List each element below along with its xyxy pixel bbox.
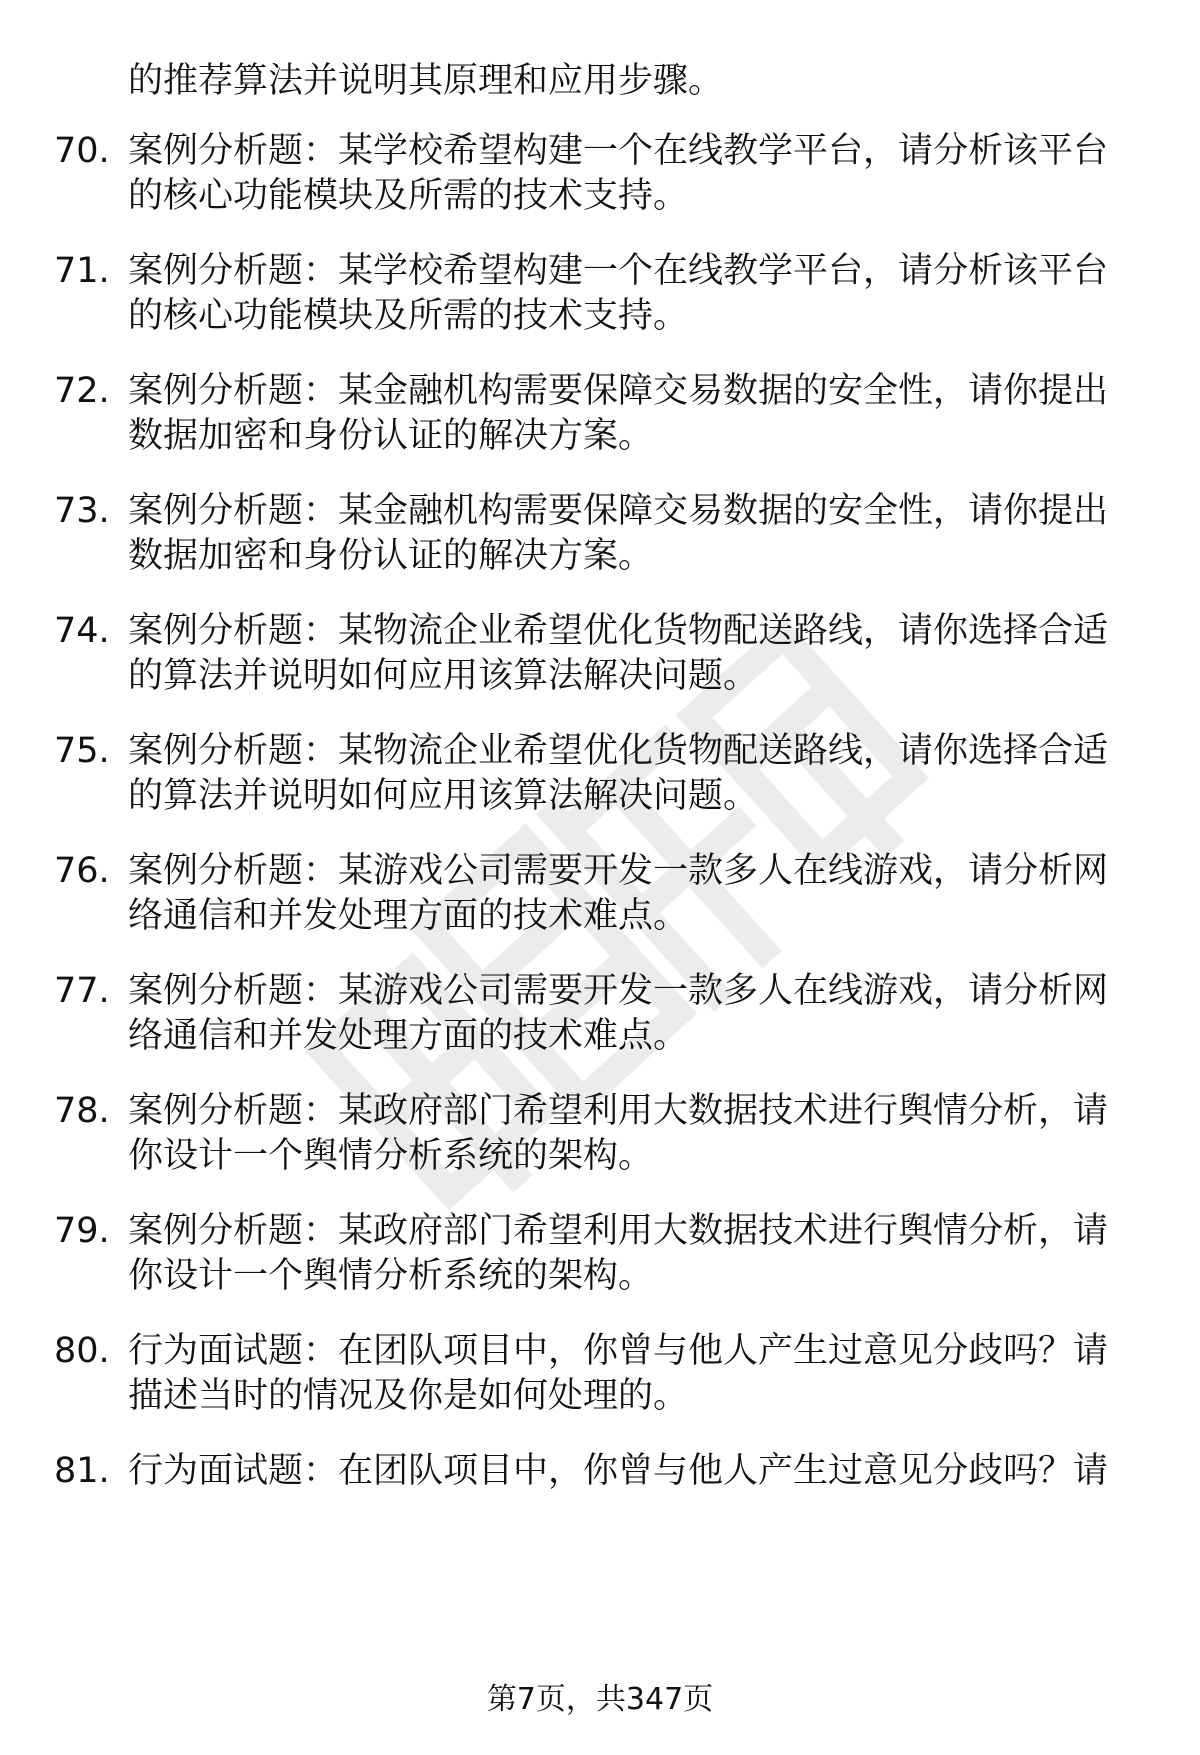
question-number: 72.: [54, 371, 110, 411]
page-number: 第7页，共347页: [486, 1682, 714, 1717]
question-text: 案例分析题：某学校希望构建一个在线教学平台，请分析该平台: [128, 131, 1109, 171]
question-number: 78.: [54, 1091, 110, 1131]
question-number: 74.: [54, 611, 110, 651]
question-number: 77.: [54, 971, 110, 1011]
question-text: 案例分析题：某学校希望构建一个在线教学平台，请分析该平台: [128, 251, 1109, 291]
question-text: 的算法并说明如何应用该算法解决问题。: [128, 656, 759, 696]
question-text: 案例分析题：某物流企业希望优化货物配送路线，请你选择合适: [128, 731, 1109, 771]
question-text: 数据加密和身份认证的解决方案。: [128, 416, 654, 456]
question-text: 的算法并说明如何应用该算法解决问题。: [128, 776, 759, 816]
question-number: 76.: [54, 851, 110, 891]
question-text: 的核心功能模块及所需的技术支持。: [128, 296, 689, 336]
question-text: 案例分析题：某游戏公司需要开发一款多人在线游戏，请分析网: [128, 851, 1109, 891]
question-number: 70.: [54, 131, 110, 171]
continued-line-text: 的推荐算法并说明其原理和应用步骤。: [128, 61, 724, 101]
page-footer: [0, 1680, 1200, 1720]
question-text: 案例分析题：某金融机构需要保障交易数据的安全性，请你提出: [128, 371, 1109, 411]
question-text: 络通信和并发处理方面的技术难点。: [128, 896, 689, 936]
question-text: 数据加密和身份认证的解决方案。: [128, 536, 654, 576]
question-text: 案例分析题：某政府部门希望利用大数据技术进行舆情分析，请: [128, 1211, 1109, 1251]
question-number: 81.: [54, 1451, 110, 1491]
question-text: 案例分析题：某金融机构需要保障交易数据的安全性，请你提出: [128, 491, 1109, 531]
question-text: 你设计一个舆情分析系统的架构。: [128, 1136, 654, 1176]
question-text: 案例分析题：某游戏公司需要开发一款多人在线游戏，请分析网: [128, 971, 1109, 1011]
question-text: 络通信和并发处理方面的技术难点。: [128, 1016, 689, 1056]
question-text: 行为面试题：在团队项目中，你曾与他人产生过意见分歧吗？请: [128, 1331, 1109, 1371]
question-text: 案例分析题：某物流企业希望优化货物配送路线，请你选择合适: [128, 611, 1109, 651]
question-number: 73.: [54, 491, 110, 531]
question-text: 你设计一个舆情分析系统的架构。: [128, 1256, 654, 1296]
question-text: 的核心功能模块及所需的技术支持。: [128, 176, 689, 216]
question-number: 80.: [54, 1331, 110, 1371]
question-text: 行为面试题：在团队项目中，你曾与他人产生过意见分歧吗？请: [128, 1451, 1109, 1491]
question-number: 75.: [54, 731, 110, 771]
question-number: 71.: [54, 251, 110, 291]
question-text: 描述当时的情况及你是如何处理的。: [128, 1376, 689, 1416]
question-text: 案例分析题：某政府部门希望利用大数据技术进行舆情分析，请: [128, 1091, 1109, 1131]
question-number: 79.: [54, 1211, 110, 1251]
